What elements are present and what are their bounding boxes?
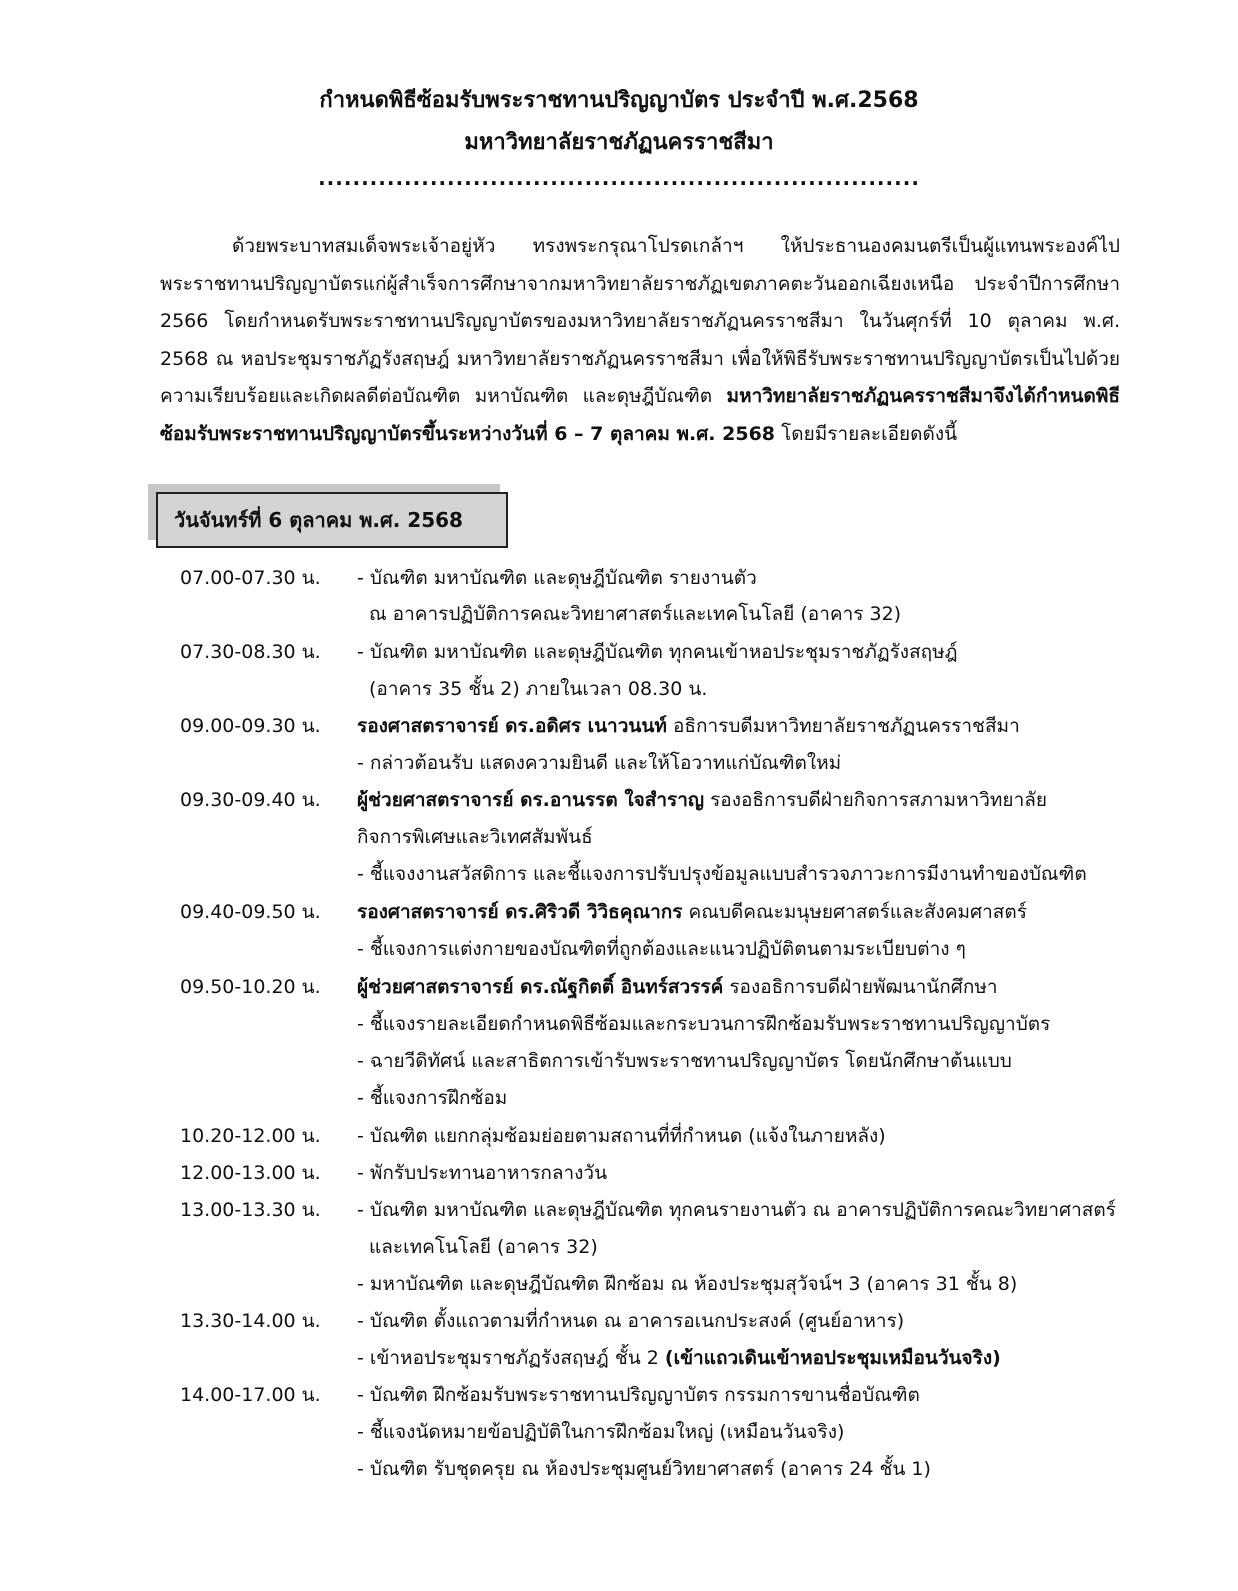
university-name: มหาวิทยาลัยราชภัฏนครราชสีมา [464, 130, 774, 155]
intro-paragraph [160, 228, 1120, 453]
intro-text: ด้วยพระบาทสมเด็จพระเจ้าอยู่หัว ทรงพระกรุณาโปรดเกล้าฯ ให้ประธานองคมนตรีเป็นผู้แทนพระองค์ไปพระราชทานปริญญาบัตรแก่ผู้สำเร็จการศึกษาจากมหาวิทยาลัยราชภัฏเขตภาคตะวันออกเฉียงเหนือ ประจำปีการศึกษา 2566 โดยกำหนดรับพระราชทานปริญญาบัตรของมหาวิทยาลัยราชภัฏนครราชสีมา ในวันศุกร์ที่ 10 ตุลาคม พ.ศ. 2568 ณ หอประชุมราชภัฏรังสฤษฎ์ มหาวิทยาลัยราชภัฏนครราชสีมา เพื่อให้พิธีรับพระราชทานปริญญาบัตรเป็นไปด้วยความเรียบร้อยและเกิดผลดีต่อบัณฑิต มหาบัณฑิต และดุษฎีบัณฑิต [160, 235, 1120, 407]
schedule-item: - บัณฑิต แยกกลุ่มซ้อมย่อยตามสถานที่ที่กำหนด (แจ้งในภายหลัง) [357, 1125, 886, 1147]
time-slot: 10.20-12.00 น. [180, 1125, 321, 1147]
schedule-item: - มหาบัณฑิต และดุษฎีบัณฑิต ฝึกซ้อม ณ ห้องประชุมสุวัจน์ฯ 3 (อาคาร 31 ชั้น 8) [357, 1273, 1018, 1295]
schedule-item: - ชี้แจงรายละเอียดกำหนดพิธีซ้อมและกระบวนการฝึกซ้อมรับพระราชทานปริญญาบัตร [357, 1013, 1051, 1035]
speaker-name: ผู้ช่วยศาสตราจารย์ ดร.ณัฐกิตติ์ อินทร์สวรรค์ [357, 976, 724, 998]
schedule-item: - พักรับประทานอาหารกลางวัน [357, 1162, 608, 1184]
schedule-item: - ชี้แจงงานสวัสดิการ และชี้แจงการปรับปรุงข้อมูลแบบสำรวจภาวะการมีงานทำของบัณฑิต [357, 863, 1087, 885]
time-slot: 13.30-14.00 น. [180, 1310, 321, 1332]
schedule-item [357, 1346, 1001, 1370]
speaker-role: คณบดีคณะมนุษยศาสตร์และสังคมศาสตร์ [682, 901, 1027, 923]
schedule-speaker-line [357, 975, 998, 999]
time-slot: 07.30-08.30 น. [180, 641, 321, 663]
separator-line: ...................................................................... [318, 166, 920, 190]
speaker-role: รองอธิการบดีฝ่ายพัฒนานักศึกษา [723, 976, 998, 998]
schedule-item: - บัณฑิต มหาบัณฑิต และดุษฎีบัณฑิต ทุกคนเข้าหอประชุมราชภัฏรังสฤษฎ์ [357, 641, 958, 663]
schedule-item-text: - เข้าหอประชุมราชภัฏรังสฤษฎ์ ชั้น 2 [357, 1347, 665, 1369]
schedule-item-note: (เข้าแถวเดินเข้าหอประชุมเหมือนวันจริง) [664, 1347, 1001, 1369]
time-slot: 09.40-09.50 น. [180, 901, 321, 923]
schedule-item: - กล่าวต้อนรับ แสดงความยินดี และให้โอวาทแก่บัณฑิตใหม่ [357, 752, 842, 774]
speaker-role-continued: กิจการพิเศษและวิเทศสัมพันธ์ [357, 826, 593, 848]
speaker-name: ผู้ช่วยศาสตราจารย์ ดร.อานรรต ใจสำราญ [357, 789, 705, 811]
document-title: กำหนดพิธีซ้อมรับพระราชทานปริญญาบัตร ประจำปี พ.ศ.2568 [319, 88, 919, 113]
day-heading-box: วันจันทร์ที่ 6 ตุลาคม พ.ศ. 2568 [156, 492, 508, 548]
schedule-speaker-line [357, 714, 1020, 738]
speaker-role: อธิการบดีมหาวิทยาลัยราชภัฏนครราชสีมา [666, 715, 1020, 737]
speaker-role: รองอธิการบดีฝ่ายกิจการสภามหาวิทยาลัย [704, 789, 1048, 811]
schedule-item: - บัณฑิต มหาบัณฑิต และดุษฎีบัณฑิต รายงานตัว [357, 567, 757, 589]
schedule-item: - ชี้แจงนัดหมายข้อปฏิบัติในการฝึกซ้อมใหญ่ (เหมือนวันจริง) [357, 1421, 845, 1443]
schedule-item: - บัณฑิต ตั้งแถวตามที่กำหนด ณ อาคารอเนกประสงค์ (ศูนย์อาหาร) [357, 1310, 905, 1332]
intro-bold-text: มหาวิทยาลัยราชภัฏนครราชสีมาจึงได้กำหนดพิธีซ้อมรับพระราชทานปริญญาบัตรขึ้นระหว่างวันที่ 6 – 7 ตุลาคม พ.ศ. 2568 [160, 385, 1120, 445]
schedule-item: - บัณฑิต รับชุดครุย ณ ห้องประชุมศูนย์วิทยาศาสตร์ (อาคาร 24 ชั้น 1) [357, 1458, 931, 1480]
schedule-item: - บัณฑิต ฝึกซ้อมรับพระราชทานปริญญาบัตร กรรมการขานชื่อบัณฑิต [357, 1384, 920, 1406]
schedule-item: และเทคโนโลยี (อาคาร 32) [369, 1236, 598, 1258]
time-slot: 09.50-10.20 น. [180, 976, 321, 998]
time-slot: 09.30-09.40 น. [180, 789, 321, 811]
time-slot: 12.00-13.00 น. [180, 1162, 321, 1184]
speaker-name: รองศาสตราจารย์ ดร.ศิริวดี วิวิธคุณากร [357, 901, 683, 923]
time-slot: 13.00-13.30 น. [180, 1199, 321, 1221]
time-slot: 07.00-07.30 น. [180, 567, 321, 589]
schedule-item: - ฉายวีดิทัศน์ และสาธิตการเข้ารับพระราชทานปริญญาบัตร โดยนักศึกษาต้นแบบ [357, 1050, 1012, 1072]
schedule-speaker-line [357, 900, 1027, 924]
schedule-item: - ชี้แจงการฝึกซ้อม [357, 1087, 508, 1109]
schedule-item: - บัณฑิต มหาบัณฑิต และดุษฎีบัณฑิต ทุกคนรายงานตัว ณ อาคารปฏิบัติการคณะวิทยาศาสตร์ [357, 1199, 1116, 1221]
schedule-item: (อาคาร 35 ชั้น 2) ภายในเวลา 08.30 น. [369, 678, 708, 700]
time-slot: 14.00-17.00 น. [180, 1384, 321, 1406]
speaker-name: รองศาสตราจารย์ ดร.อดิศร เนาวนนท์ [357, 715, 667, 737]
schedule-speaker-line [357, 788, 1047, 812]
time-slot: 09.00-09.30 น. [180, 715, 321, 737]
intro-tail-text: โดยมีรายละเอียดดังนี้ [775, 422, 958, 445]
schedule-item: - ชี้แจงการแต่งกายของบัณฑิตที่ถูกต้องและแนวปฏิบัติตนตามระเบียบต่าง ๆ [357, 938, 966, 960]
schedule-item: ณ อาคารปฏิบัติการคณะวิทยาศาสตร์และเทคโนโลยี (อาคาร 32) [369, 603, 902, 625]
